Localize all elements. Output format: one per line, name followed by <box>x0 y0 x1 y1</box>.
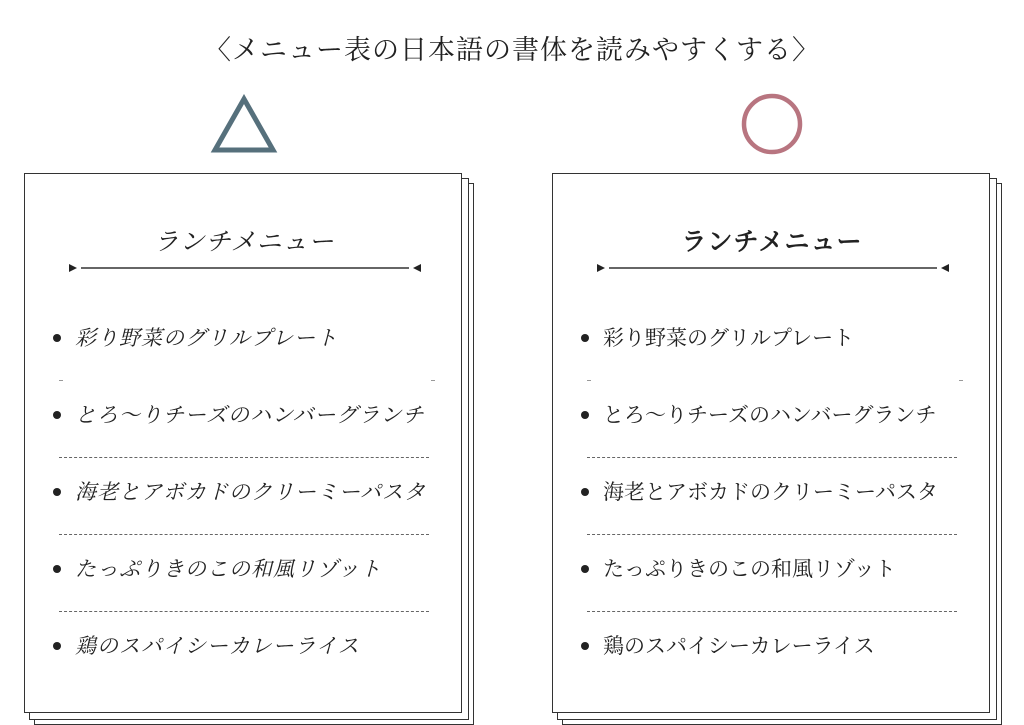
triangle-mark-icon <box>210 94 278 156</box>
heading-rule <box>597 262 949 274</box>
menu-item-text: 海老とアボカドのクリーミーパスタ <box>603 480 938 504</box>
bullet <box>581 642 589 650</box>
menu-heading: ランチメニュー <box>681 227 863 256</box>
menu-heading: ランチメニュー <box>153 227 335 256</box>
bullet <box>53 642 61 650</box>
menu-item <box>53 381 429 458</box>
menu-sheet <box>552 173 990 713</box>
heading-rule <box>69 262 421 274</box>
bullet <box>581 565 589 573</box>
bullet <box>53 488 61 496</box>
menu-item <box>53 535 429 612</box>
menu-sheet <box>24 173 462 713</box>
menu-item <box>53 612 429 689</box>
menu-card-gothic <box>552 173 992 713</box>
menu-item-text: 彩り野菜のグリルプレート <box>75 326 339 350</box>
menu-list <box>25 304 463 689</box>
menu-item <box>581 381 957 458</box>
bullet <box>53 411 61 419</box>
menu-item-text: とろ～りチーズのハンバーグランチ <box>603 403 937 427</box>
circle-mark-icon <box>740 93 804 155</box>
bullet <box>53 334 61 342</box>
menu-list <box>553 304 991 689</box>
menu-item-text: 海老とアボカドのクリーミーパスタ <box>75 480 426 504</box>
menu-item <box>581 535 957 612</box>
menu-card-handwritten <box>24 173 464 713</box>
menu-item-text: とろ～りチーズのハンバーグランチ <box>75 403 425 427</box>
menu-item-text: たっぷりきのこの和風リゾット <box>603 557 896 581</box>
menu-item <box>53 304 429 381</box>
menu-item <box>581 612 957 689</box>
bullet <box>53 565 61 573</box>
menu-item-text: 鶏のスパイシーカレーライス <box>603 634 875 658</box>
bullet <box>581 488 589 496</box>
page-title: 〈メニュー表の日本語の書体を読みやすくする〉 <box>204 35 820 66</box>
menu-item-text: たっぷりきのこの和風リゾット <box>75 557 382 581</box>
bullet <box>581 334 589 342</box>
menu-item-text: 鶏のスパイシーカレーライス <box>75 634 360 658</box>
menu-item <box>581 458 957 535</box>
bullet <box>581 411 589 419</box>
menu-item-text: 彩り野菜のグリルプレート <box>603 326 855 350</box>
menu-item <box>581 304 957 381</box>
menu-item <box>53 458 429 535</box>
